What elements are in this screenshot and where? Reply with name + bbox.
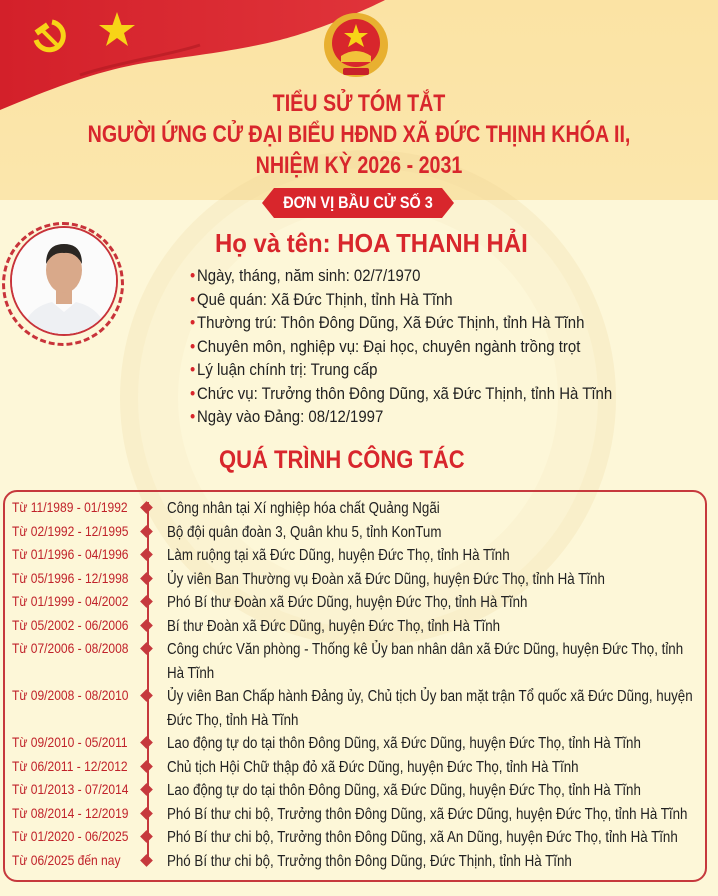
career-section-title: QUÁ TRÌNH CÔNG TÁC [219,446,465,474]
bullet-icon: • [190,266,196,285]
timeline-row: Từ 01/2013 - 07/2014 Lao động tự do tại thôn Đông Dũng, xã Đức Dũng, huyện Đức Thọ, tỉnh Hà Tĩnh [12,781,641,799]
title-line-2: NGƯỜI ỨNG CỬ ĐẠI BIỂU HĐND XÃ ĐỨC THỊNH KHÓA II, [87,121,631,148]
diamond-icon [140,783,153,796]
diamond-icon [140,642,153,655]
detail-residence: • Thường trú: Thôn Đông Dũng, Xã Đức Thịnh, tỉnh Hà Tĩnh [190,313,585,332]
timeline-row: Từ 09/2008 - 08/2010 Ủy viên Ban Chấp hành Đảng ủy, Chủ tịch Ủy ban mặt trận Tổ quốc xã Đức Dũng, huyện Đức Thọ, tỉnh Hà Tĩnh [12,687,693,729]
diamond-icon [140,548,153,561]
candidate-photo [10,226,118,336]
diamond-icon [140,760,153,773]
timeline-row: Từ 08/2014 - 12/2019 Phó Bí thư chi bộ, Trưởng thôn Đông Dũng, xã Đức Dũng, huyện Đức Thọ, tỉnh Hà Tĩnh [12,804,688,823]
bullet-icon: • [190,360,196,379]
bullet-icon: • [190,289,196,309]
detail-party-date: • Ngày vào Đảng: 08/12/1997 [190,407,384,426]
diamond-icon [140,595,153,608]
bullet-icon: • [190,313,196,332]
diamond-icon [140,572,153,585]
title-line-1: TIỂU SỬ TÓM TẮT [272,90,446,117]
timeline-row: Từ 01/2020 - 06/2025 Phó Bí thư chi bộ, Trưởng thôn Đông Dũng, xã An Dũng, huyện Đức Thọ, tỉnh Hà Tĩnh [12,828,678,846]
diamond-icon [140,525,153,538]
bullet-icon: • [190,407,196,426]
detail-position: • Chức vụ: Trưởng thôn Đông Dũng, xã Đức Thịnh, tỉnh Hà Tĩnh [190,383,613,403]
timeline-row: Từ 09/2010 - 05/2011 Lao động tự do tại thôn Đông Dũng, xã Đức Dũng, huyện Đức Thọ, tỉnh Hà Tĩnh [12,734,641,752]
timeline-row: Từ 05/1996 - 12/1998 Ủy viên Ban Thường vụ Đoàn xã Đức Dũng, huyện Đức Thọ, tỉnh Hà Tĩnh [12,569,605,588]
portrait-image [12,228,116,334]
diamond-icon [140,807,153,820]
candidate-name: Họ và tên: HOA THANH HẢI [215,228,528,258]
diamond-icon [140,619,153,632]
timeline-row: Từ 06/2011 - 12/2012 Chủ tịch Hội Chữ thập đỏ xã Đức Dũng, huyện Đức Thọ, tỉnh Hà Tĩnh [12,757,579,776]
timeline-row: Từ 06/2025 đến nay Phó Bí thư chi bộ, Trưởng thôn Đông Dũng, Đức Thịnh, tỉnh Hà Tĩnh [12,851,572,870]
title-line-3: NHIỆM KỲ 2026 - 2031 [255,152,463,179]
candidate-photo-frame [2,222,122,347]
diamond-icon [140,830,153,843]
diamond-icon [140,689,153,702]
timeline-row: Từ 02/1992 - 12/1995 Bộ đội quân đoàn 3, Quân khu 5, tỉnh KonTum [12,522,442,541]
diamond-icon [140,736,153,749]
detail-hometown: • Quê quán: Xã Đức Thịnh, tỉnh Hà Tĩnh [190,289,453,309]
timeline-row: Từ 11/1989 - 01/1992 Công nhân tại Xí nghiệp hóa chất Quảng Ngãi [12,499,440,517]
diamond-icon [140,854,153,867]
electoral-unit-label: ĐƠN VỊ BẦU CỬ SỐ 3 [283,193,433,212]
national-emblem-icon [319,12,393,82]
diamond-icon [140,501,153,514]
detail-birthdate: • Ngày, tháng, năm sinh: 02/7/1970 [190,266,421,285]
bullet-icon: • [190,383,196,403]
candidate-details [190,266,670,431]
detail-political-theory: • Lý luận chính trị: Trung cấp [190,360,378,379]
bullet-icon: • [190,336,196,356]
detail-education: • Chuyên môn, nghiệp vụ: Đại học, chuyên ngành trồng trọt [190,336,581,356]
timeline-row: Từ 01/1999 - 04/2002 Phó Bí thư Đoàn xã Đức Dũng, huyện Đức Thọ, tỉnh Hà Tĩnh [12,593,528,611]
career-timeline [0,497,718,873]
electoral-unit-badge [262,188,454,218]
timeline-row: Từ 07/2006 - 08/2008 Công chức Văn phòng - Thống kê Ủy ban nhân dân xã Đức Dũng, huyện Đức Thọ, tỉnh Hà Tĩnh [12,640,684,682]
timeline-row: Từ 05/2002 - 06/2006 Bí thư Đoàn xã Đức Dũng, huyện Đức Thọ, tỉnh Hà Tĩnh [12,616,501,635]
timeline-row: Từ 01/1996 - 04/1996 Làm ruộng tại xã Đức Dũng, huyện Đức Thọ, tỉnh Hà Tĩnh [12,546,510,564]
